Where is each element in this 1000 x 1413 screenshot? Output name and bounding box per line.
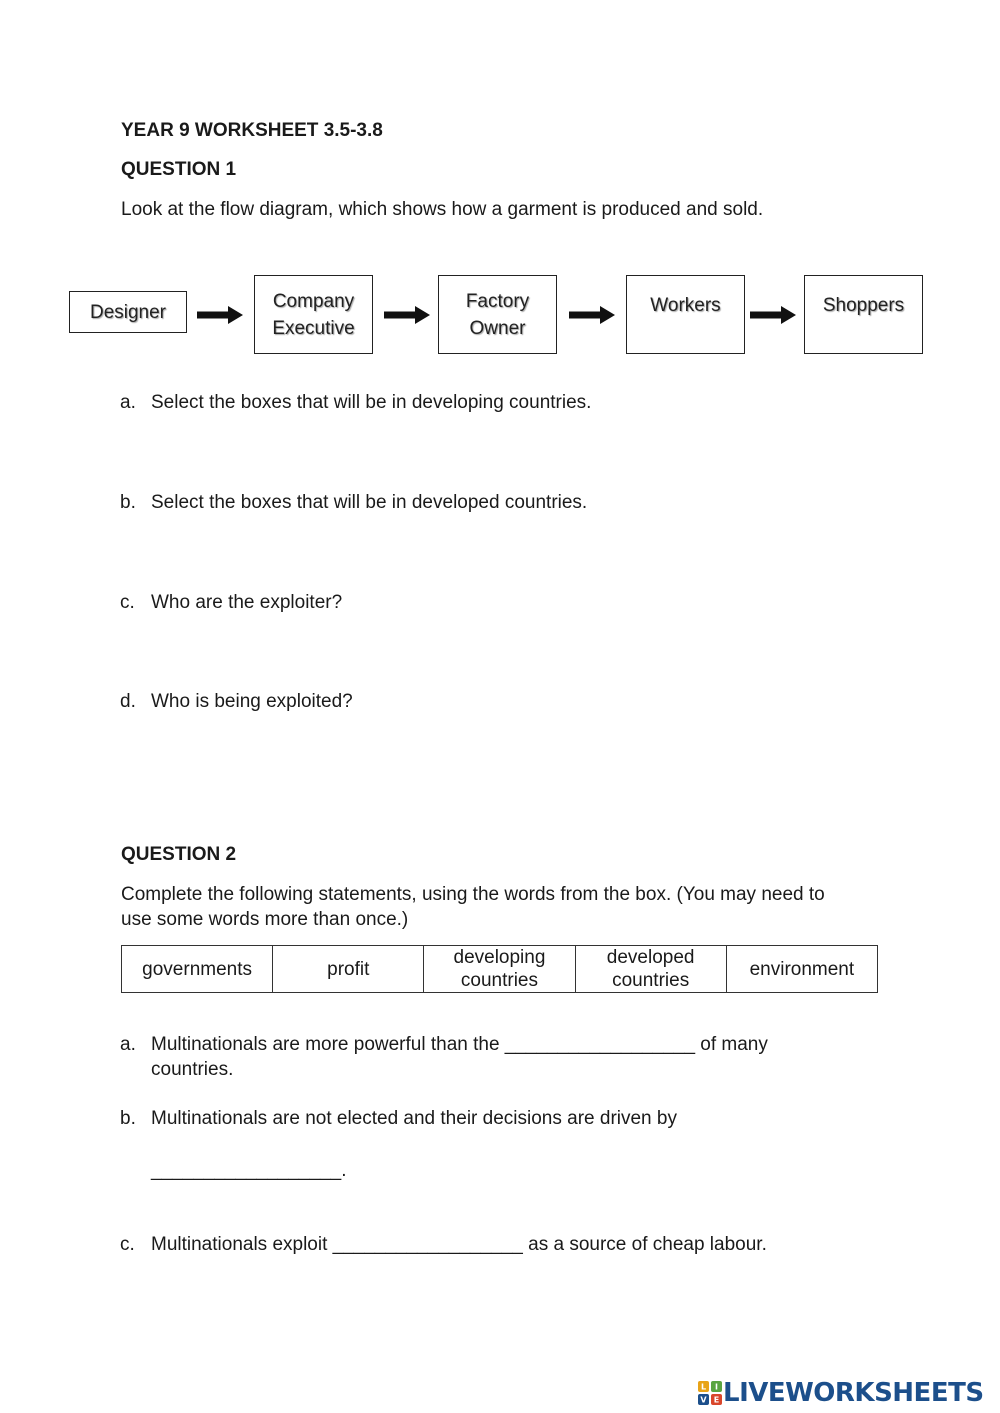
flow-box-workers-label: Workers bbox=[650, 295, 721, 316]
flow-box-company-executive[interactable] bbox=[254, 275, 373, 354]
question-2-intro-line-1: Complete the following statements, using the words from the box. (You may need to bbox=[121, 884, 825, 905]
svg-text:I: I bbox=[715, 1382, 718, 1392]
item-text: Who is being exploited? bbox=[151, 691, 353, 712]
item-text-line-1: Multinationals are not elected and their decisions are driven by bbox=[151, 1108, 677, 1129]
item-text: Select the boxes that will be in developing countries. bbox=[151, 392, 592, 413]
question-2-heading: QUESTION 2 bbox=[121, 844, 237, 865]
question-1-intro: Look at the flow diagram, which shows how a garment is produced and sold. bbox=[121, 199, 764, 220]
word-environment[interactable]: environment bbox=[726, 946, 877, 993]
flow-box-factory-owner[interactable] bbox=[438, 275, 557, 354]
flow-box-designer-label: Designer bbox=[89, 301, 167, 323]
item-text-line-1: Multinationals exploit __________________ as a source of cheap labour. bbox=[151, 1234, 767, 1255]
liveworksheets-logo-icon bbox=[697, 1380, 723, 1406]
question-2-intro-line-2: use some words more than once.) bbox=[121, 909, 409, 930]
word-developed-countries-line-2: countries bbox=[612, 970, 690, 991]
flow-box-company-executive-line-1: Company bbox=[272, 290, 355, 312]
word-governments[interactable]: governments bbox=[122, 946, 273, 993]
svg-text:L: L bbox=[700, 1382, 707, 1392]
word-developing-countries-line-2: countries bbox=[460, 970, 539, 991]
question-2-intro bbox=[121, 882, 825, 932]
item-text: Who are the exploiter? bbox=[151, 592, 343, 613]
flow-box-shoppers-label: Shoppers bbox=[822, 295, 905, 316]
word-box bbox=[121, 945, 878, 993]
item-letter: a. bbox=[120, 1034, 136, 1055]
answer-blank[interactable]: __________________. bbox=[151, 1160, 347, 1181]
item-letter: d. bbox=[120, 691, 136, 712]
flow-arrow-icon bbox=[197, 305, 243, 325]
flow-arrow-icon bbox=[569, 305, 615, 325]
flow-box-factory-owner-line-1: Factory bbox=[465, 290, 530, 312]
item-letter: c. bbox=[120, 1234, 135, 1255]
flow-box-workers[interactable] bbox=[626, 275, 745, 354]
worksheet-title: YEAR 9 WORKSHEET 3.5-3.8 bbox=[121, 120, 383, 141]
flow-box-factory-owner-line-2: Owner bbox=[469, 317, 526, 339]
question-1-heading: QUESTION 1 bbox=[121, 159, 237, 180]
flow-box-designer[interactable] bbox=[69, 291, 187, 333]
word-profit[interactable]: profit bbox=[273, 946, 424, 993]
flow-arrow-icon bbox=[384, 305, 430, 325]
word-developed-countries[interactable] bbox=[575, 946, 726, 993]
word-developing-countries-line-1: developing bbox=[453, 947, 546, 968]
word-developed-countries-line-1: developed bbox=[606, 947, 695, 968]
word-developing-countries[interactable] bbox=[424, 946, 575, 993]
flow-arrow-icon bbox=[750, 305, 796, 325]
liveworksheets-logo-text: LIVEWORKSHEETS bbox=[723, 1378, 984, 1408]
flow-box-shoppers[interactable] bbox=[804, 275, 923, 354]
item-text-line-2: countries. bbox=[151, 1059, 234, 1080]
item-letter: b. bbox=[120, 1108, 136, 1129]
flow-box-company-executive-line-2: Executive bbox=[272, 317, 355, 339]
svg-text:V: V bbox=[700, 1395, 707, 1405]
item-letter: c. bbox=[120, 592, 135, 613]
item-letter: a. bbox=[120, 392, 136, 413]
item-text-line-1: Multinationals are more powerful than the __________________ of many bbox=[151, 1034, 768, 1055]
item-letter: b. bbox=[120, 492, 136, 513]
liveworksheets-logo[interactable] bbox=[697, 1378, 984, 1408]
svg-text:E: E bbox=[713, 1395, 720, 1405]
item-text: Select the boxes that will be in developed countries. bbox=[151, 492, 588, 513]
